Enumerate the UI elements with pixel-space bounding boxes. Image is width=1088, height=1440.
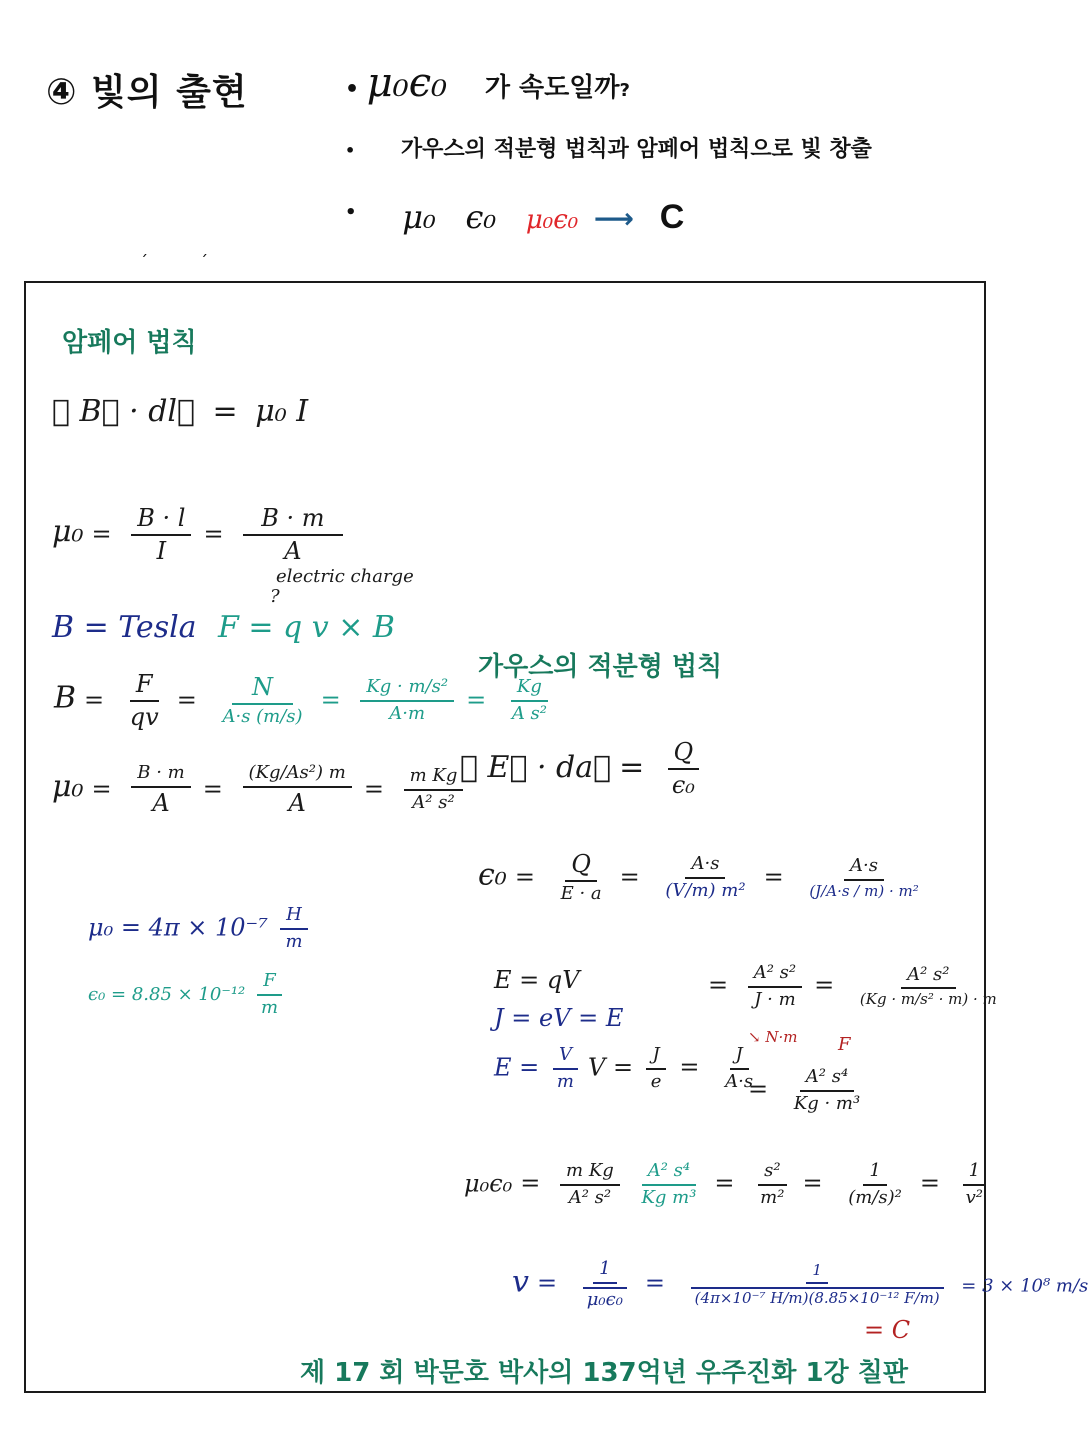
ampere-law-rhs: μ₀ I bbox=[255, 394, 309, 429]
eps0-fraction-2: $\frac{A\cdot s}{\text{(V/m) m²}}$ bbox=[665, 853, 746, 902]
eps0-fraction-3: $\frac{A\cdot s}{\text{(J/A·s / m) · m²}}$ bbox=[809, 854, 919, 900]
v-lhs: v bbox=[512, 1264, 529, 1300]
V-J-equation: V = $\frac{J}{e}$ = $\frac{J}{A\cdot s}$ bbox=[588, 1046, 763, 1092]
ampere-law-equation: ∮ B⃗ · dl⃗ = μ₀ I bbox=[52, 394, 309, 429]
right-arrow-icon: ⟶ bbox=[593, 202, 635, 235]
B-fraction-2: $\frac{N}{A\cdot s (m/s)}$ bbox=[222, 673, 303, 728]
mu0-eps0-symbol: μ₀ϵ₀ bbox=[366, 60, 448, 106]
E-lhs: E = bbox=[494, 1053, 540, 1082]
stray-mark: ˊ bbox=[140, 252, 148, 271]
mu0-unit-fraction-1: $\frac{B \cdot m}{A}$ bbox=[131, 764, 190, 816]
B-fraction-3: $\frac{\text{Kg · m/s²}}{A\cdot m}$ bbox=[360, 678, 454, 724]
eps0-lhs: ϵ₀ bbox=[478, 857, 507, 893]
B-fraction-1: $\frac{F}{qv}$ bbox=[129, 670, 159, 732]
mu0-unit: $\frac{H}{m}$ bbox=[279, 906, 308, 952]
eps0-reduction-2: = $\frac{\text{A² s⁴}}{\text{Kg · m³}}$ bbox=[740, 1068, 870, 1114]
eps0-fraction-1: $\frac{Q}{E \cdot a}$ bbox=[560, 850, 602, 905]
speed-result: = 3 × 10⁸ m/s bbox=[961, 1275, 1088, 1297]
E-qV-equation: E = qV bbox=[494, 966, 580, 994]
speed-derivation: v = $\frac{1}{\text{μ₀ϵ₀}}$ = $\frac{1}{\text{(4π×10⁻⁷ H/m)(8.85×10⁻¹² F/m)}}$ = 3 × 10⁸ m/s bbox=[512, 1258, 1088, 1310]
gauss-law-equation: ∮ E⃗ · da⃗ = $\frac{Q}{\text{ϵ₀}}$ bbox=[460, 740, 705, 798]
stray-mark: ˊ bbox=[200, 252, 208, 271]
bullet-dot: • bbox=[345, 77, 360, 102]
question-mark: ? bbox=[619, 80, 630, 101]
J-eV-text: J = eV = E bbox=[494, 1004, 624, 1032]
bullet-dot: • bbox=[345, 141, 356, 160]
product-lhs: μ₀ϵ₀ bbox=[464, 1169, 513, 1198]
V-lhs: V = bbox=[588, 1053, 634, 1082]
eps0-value bbox=[88, 972, 288, 1018]
ampere-law-lhs: ∮ B⃗ · dl⃗ bbox=[52, 394, 195, 429]
mu0-lhs: μ₀ bbox=[52, 769, 84, 805]
mu0-value bbox=[88, 906, 313, 952]
product-fraction-4: $\frac{1}{\text{(m/s)²}}$ bbox=[848, 1160, 902, 1208]
product-fraction-5: $\frac{1}{\text{v²}}$ bbox=[960, 1162, 989, 1208]
mu0-fraction-2: $\frac{B \cdot m}{A}$ bbox=[243, 506, 342, 564]
bullet-constants bbox=[345, 198, 684, 237]
eps0-symbol: ϵ₀ bbox=[465, 198, 497, 236]
force-F-note: F bbox=[838, 1034, 851, 1055]
mu0-lhs: μ₀ bbox=[52, 514, 84, 550]
reduction-fraction-1: $\frac{\text{A² s²}}{J \cdot m}$ bbox=[748, 964, 802, 1010]
lorentz-force-equation: F = q v × B bbox=[218, 610, 395, 645]
section-title: ④ 빛의 출현 bbox=[46, 72, 248, 113]
mu0-eps0-product: μ₀ϵ₀ = $\frac{\text{m Kg}}{\text{A² s²}}$ $\frac{\text{A² s⁴}}{\text{Kg m³}}$ = $\frac{\text{s²}}{\text{m²}}$ = $\frac{1}{\text{(m/s)²}}$ = $\frac{1}{\text{v²}}$ bbox=[464, 1162, 993, 1208]
note-question-mark: ? bbox=[270, 586, 280, 607]
gauss-heading: 가우스의 적분형 법칙 bbox=[478, 652, 723, 682]
B-tesla-definition: B = Tesla bbox=[52, 610, 197, 645]
electric-charge-note: electric charge bbox=[276, 566, 414, 587]
bullet-light-creation bbox=[345, 132, 872, 163]
mu0-value-text: μ₀ = 4π × 10⁻⁷ bbox=[88, 913, 268, 942]
newton-meter-note: ↘ N·m bbox=[748, 1028, 798, 1046]
speed-of-light-c: C bbox=[659, 198, 685, 236]
bullet-dot: • bbox=[345, 202, 357, 223]
blackboard-frame bbox=[24, 281, 986, 1393]
mu0-unit-fraction-3: $\frac{\text{m Kg}}{\text{A² s²}}$ bbox=[404, 767, 464, 813]
mu0-symbol: μ₀ bbox=[402, 198, 436, 236]
mu0-unit-derivation: μ₀ = $\frac{B \cdot m}{A}$ = $\frac{\text{(Kg/As²) m}}{A}$ = $\frac{\text{m Kg}}{\text{A² s²}}$ bbox=[52, 764, 467, 816]
reduction-fraction-3: $\frac{\text{A² s⁴}}{\text{Kg · m³}}$ bbox=[793, 1066, 861, 1114]
reduction-fraction-2: $\frac{\text{A² s²}}{\text{(Kg · m/s² · m) · m}}$ bbox=[859, 963, 997, 1009]
mu0-derivation: μ₀ = $\frac{B \cdot l}{I}$ = $\frac{B \cdot m}{A}$ bbox=[52, 506, 347, 564]
ampere-heading: 암페어 법칙 bbox=[62, 328, 197, 358]
velocity-question-text: 가 속도일까 bbox=[484, 73, 620, 103]
mu0-fraction-1: $\frac{B \cdot l}{I}$ bbox=[131, 506, 191, 564]
E-V-over-m bbox=[494, 1046, 584, 1092]
gauss-law-fraction: $\frac{Q}{\text{ϵ₀}}$ bbox=[666, 740, 701, 798]
speed-fraction-1: $\frac{1}{\text{μ₀ϵ₀}}$ bbox=[577, 1260, 633, 1310]
eps0-unit: $\frac{F}{m}$ bbox=[255, 972, 284, 1018]
E-V-m-fraction: $\frac{V}{m}$ bbox=[551, 1046, 580, 1092]
J-eV-equation bbox=[494, 1004, 623, 1032]
B-lhs: B bbox=[54, 680, 77, 716]
speed-equals-c: = C bbox=[864, 1316, 911, 1344]
gauss-law-lhs: ∮ E⃗ · da⃗ bbox=[460, 750, 612, 786]
eps0-reduction-1: = $\frac{\text{A² s²}}{J \cdot m}$ = $\frac{\text{A² s²}}{\text{(Kg · m/s² · m) · m}}$ bbox=[700, 964, 1007, 1010]
B-unit-derivation: B = $\frac{F}{qv}$ = $\frac{N}{A\cdot s (m/s)}$ = $\frac{\text{Kg · m/s²}}{A\cdot m}$ = $\frac{Kg}{\text{A s²}}$ bbox=[54, 672, 557, 730]
lecture-caption: 제 17 회 박문호 박사의 137억년 우주진화 1강 칠판 bbox=[300, 1358, 908, 1388]
bullet-velocity-question bbox=[345, 60, 630, 106]
product-fraction-1: $\frac{\text{m Kg}}{\text{A² s²}}$ bbox=[560, 1162, 620, 1208]
mu0-unit-fraction-2: $\frac{\text{(Kg/As²) m}}{A}$ bbox=[243, 764, 352, 816]
speed-fraction-2: $\frac{1}{\text{(4π×10⁻⁷ H/m)(8.85×10⁻¹² F/m)}}$ bbox=[685, 1263, 950, 1307]
light-creation-text: 가우스의 적분형 법칙과 암페어 법칙으로 빛 창출 bbox=[400, 137, 872, 162]
eps0-value-text: ϵ₀ = 8.85 × 10⁻¹² bbox=[88, 983, 246, 1005]
mu0-eps0-red: μ₀ϵ₀ bbox=[525, 205, 579, 235]
B-fraction-4: $\frac{Kg}{\text{A s²}}$ bbox=[511, 676, 547, 725]
eps0-derivation: ϵ₀ = $\frac{Q}{E \cdot a}$ = $\frac{A\cdot s}{\text{(V/m) m²}}$ = $\frac{A\cdot s}{\text{(J/A·s / m) · m²}}$ bbox=[478, 852, 929, 904]
product-fraction-3: $\frac{\text{s²}}{\text{m²}}$ bbox=[754, 1162, 790, 1208]
V-fraction-1: $\frac{J}{e}$ bbox=[645, 1046, 668, 1092]
product-fraction-2: $\frac{\text{A² s⁴}}{\text{Kg m³}}$ bbox=[641, 1160, 697, 1208]
V-fraction-2: $\frac{J}{A\cdot s}$ bbox=[725, 1044, 754, 1092]
